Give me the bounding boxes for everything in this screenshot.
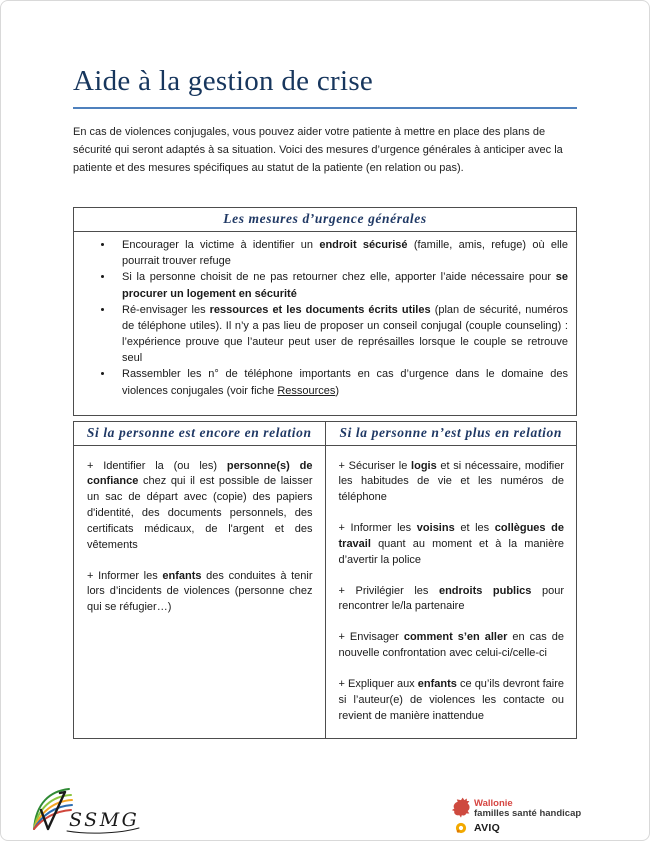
walloon-rooster-icon <box>450 796 471 821</box>
text-segment: pour rencontrer le/la partenaire <box>338 584 564 613</box>
text-segment: comment s’en aller <box>403 631 508 644</box>
text-segment: personne(s) de confiance <box>87 459 313 488</box>
text-segment: + Informer les <box>338 522 417 535</box>
advice-item <box>87 569 313 616</box>
text-segment: (plan de sécurité, numéros de téléphone utiles). Il n’y a pas lieu de proposer un conseil conjugal (couple counseling) : l’expérience prouve que l’auteur peut user de représailles lorsque le couple se retrouve seul <box>122 303 569 365</box>
text-segment: se procurer un logement en sécurité <box>122 271 568 300</box>
text-segment: ce qu’ils devront faire si l’auteur(e) de violences les contacte ou revient de manière inattendue <box>338 677 565 722</box>
advice-item <box>339 521 565 568</box>
text-segment: + Sécuriser le <box>338 459 412 472</box>
text-segment: enfants <box>162 569 202 582</box>
general-table-header: Les mesures d’urgence générales <box>74 208 577 232</box>
advice-item <box>339 459 565 506</box>
ssmg-wordmark: SSMG <box>69 809 140 831</box>
text-segment: enfants <box>417 677 457 690</box>
general-measures-list <box>78 237 568 399</box>
text-segment: endroits publics <box>438 584 532 597</box>
text-segment: + Expliquer aux <box>338 677 418 690</box>
text-segment: + Identifier la (ou les) <box>87 459 227 472</box>
text-segment: chez qui il est possible de laisser un sac de départ avec (copie) des papiers d'identité, des documents personnels, des certificats médicaux, de l'argent et des vêtements <box>87 475 313 551</box>
text-segment: Ressources <box>277 384 336 397</box>
walloon-rooster-graphic <box>451 796 471 821</box>
general-measure-item <box>114 302 568 367</box>
text-segment: Rassembler les n° de téléphone importants en cas d’urgence dans le domaine des violences conjugales (voir fiche <box>122 368 568 397</box>
ssmg-logo <box>27 783 145 841</box>
text-segment: Encourager la victime à identifier un <box>122 239 320 252</box>
aviq-icon <box>450 822 471 834</box>
cell-no-longer-in-relation <box>325 445 577 739</box>
general-measure-item <box>114 237 568 269</box>
text-segment: quant au moment et à la manière d’avertir la police <box>338 537 564 566</box>
col-header-still-in-relation: Si la personne est encore en relation <box>74 421 326 445</box>
general-measures-table <box>73 207 577 416</box>
advice-item <box>87 459 313 554</box>
text-segment: endroit sécurisé <box>319 239 408 252</box>
general-measure-item <box>114 269 568 301</box>
aviq-ring-graphic <box>455 822 467 834</box>
text-segment: + Envisager <box>338 631 404 644</box>
text-segment: (famille, amis, refuge) où elle pourrait trouver refuge <box>122 239 568 268</box>
col-header-no-longer-in-relation: Si la personne n’est plus en relation <box>325 421 577 445</box>
text-segment: ) <box>335 384 340 397</box>
relation-status-table <box>73 421 577 740</box>
text-segment: ressources et les documents écrits utiles <box>209 303 431 316</box>
advice-item <box>339 677 565 724</box>
text-segment: Ré-envisager les <box>122 303 210 316</box>
document-content <box>1 1 649 739</box>
text-segment: + Privilégier les <box>338 584 439 597</box>
text-segment: et si nécessaire, modifier les habitudes de vie et les numéros de téléphone <box>338 459 564 504</box>
text-segment: + Informer les <box>87 569 163 582</box>
advice-list-in-relation <box>87 459 313 616</box>
wallonie-tagline: familles santé handicap <box>474 807 582 819</box>
text-segment: logis <box>411 459 437 472</box>
intro-paragraph: En cas de violences conjugales, vous pouvez aider votre patiente à mettre en place des plans de sécurité qui seront adaptés à sa situation. Voici des mesures d’urgence générales à anticiper avec la patiente et des mesures spécifiques au statut de la patiente (en relation ou pas). <box>73 126 563 175</box>
text-segment: collègues de travail <box>338 522 564 550</box>
aviq-wordmark: AVIQ <box>474 822 501 834</box>
text-segment: Si la personne choisit de ne pas retourner chez elle, apporter l’aide nécessaire pour <box>122 271 556 284</box>
general-table-body <box>74 232 577 416</box>
text-segment: voisins <box>416 522 455 535</box>
wallonie-wordmark: Wallonie <box>474 797 513 809</box>
ssmg-logo-graphic <box>27 783 145 839</box>
advice-item <box>339 630 565 662</box>
advice-list-not-in-relation <box>339 459 565 725</box>
advice-item <box>339 584 565 616</box>
general-measure-item <box>114 366 568 398</box>
text-segment: en cas de nouvelle confrontation avec celui-ci/celle-ci <box>338 631 564 660</box>
wallonie-aviq-logo <box>450 796 581 834</box>
page-title: Aide à la gestion de crise <box>73 65 577 109</box>
text-segment: et les <box>454 522 495 535</box>
text-segment: des conduites à tenir lors d’incidents de violences (personne chez qui se réfugier…) <box>87 569 313 614</box>
wallonie-text-block <box>474 799 581 819</box>
cell-still-in-relation <box>74 445 326 739</box>
